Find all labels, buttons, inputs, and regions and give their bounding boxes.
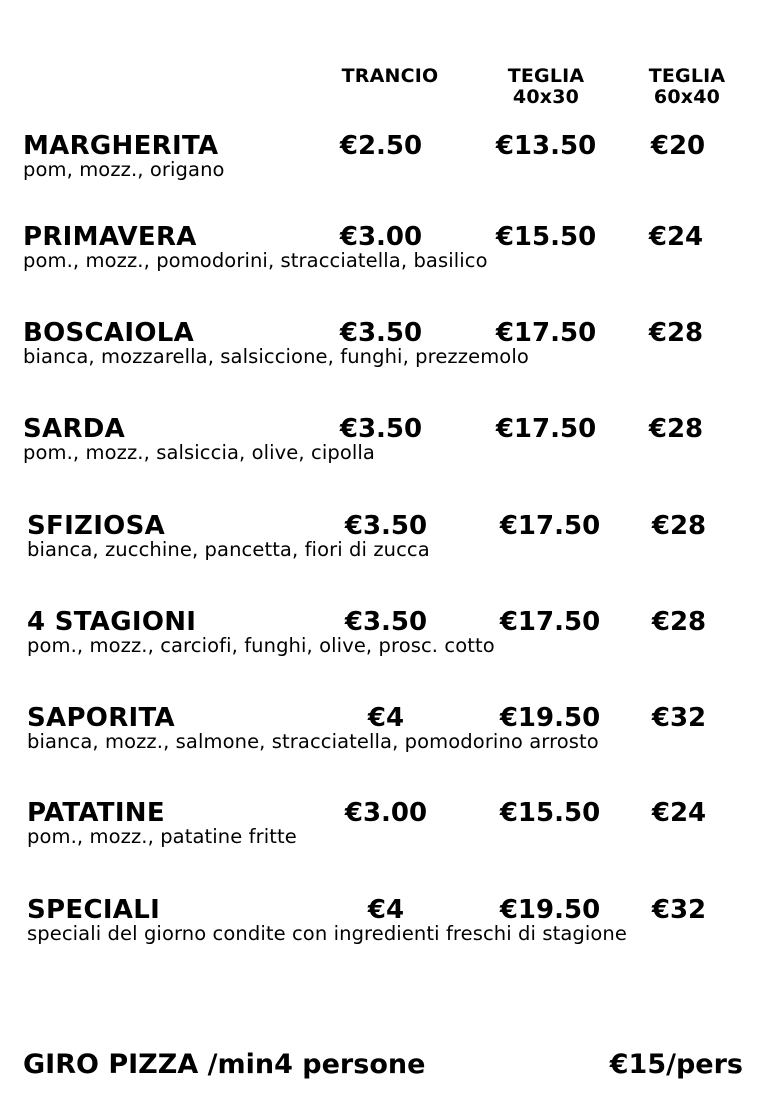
item-name: MARGHERITA [23,131,219,161]
giro-pizza-offer [0,1048,768,1084]
item-price-trancio: €4 [367,895,405,925]
item-price-teglia-40x30: €17.50 [495,414,597,444]
giro-pizza-label: GIRO PIZZA /min4 persone [23,1049,426,1080]
item-description: pom., mozz., carciofi, funghi, olive, prosc. cotto [27,634,495,657]
item-price-trancio: €3.50 [339,414,423,444]
item-price-teglia-60x40: €28 [648,414,704,444]
item-name: SAPORITA [27,703,175,733]
item-price-trancio: €3.00 [339,222,423,252]
column-header-trancio [330,66,450,87]
item-description: bianca, mozzarella, salsiccione, funghi, prezzemolo [23,345,529,368]
item-name: SPECIALI [27,895,161,925]
item-description: pom., mozz., pomodorini, stracciatella, basilico [23,249,488,272]
item-description: bianca, zucchine, pancetta, fiori di zucca [27,538,430,561]
item-price-trancio: €3.50 [344,607,428,637]
item-price-trancio: €3.00 [344,798,428,828]
column-header-teglia-40x30 [486,66,606,108]
item-description: pom, mozz., origano [23,158,225,181]
item-name: PRIMAVERA [23,222,197,252]
item-description: pom., mozz., salsiccia, olive, cipolla [23,441,375,464]
menu-item-saporita [0,703,768,773]
menu-item-speciali [0,895,768,965]
item-price-teglia-60x40: €32 [651,703,707,733]
item-price-teglia-60x40: €28 [651,607,707,637]
menu-item-4-stagioni [0,607,768,677]
item-price-teglia-40x30: €17.50 [499,607,601,637]
menu-item-sarda [0,414,768,484]
menu-item-sfiziosa [0,511,768,581]
item-description: speciali del giorno condite con ingredienti freschi di stagione [27,922,627,945]
item-price-trancio: €2.50 [339,131,423,161]
item-price-teglia-40x30: €19.50 [499,703,601,733]
column-header-trancio-label: TRANCIO [341,65,439,87]
item-description: pom., mozz., patatine fritte [27,825,297,848]
item-name: SFIZIOSA [27,511,166,541]
item-description: bianca, mozz., salmone, stracciatella, pomodorino arrosto [27,730,599,753]
giro-pizza-price: €15/pers [609,1049,743,1080]
menu-item-primavera [0,222,768,292]
item-price-teglia-60x40: €28 [651,511,707,541]
item-price-teglia-40x30: €13.50 [495,131,597,161]
item-price-teglia-60x40: €20 [650,131,706,161]
item-price-teglia-60x40: €28 [648,318,704,348]
column-header-teglia-60x40-line1: TEGLIA [648,65,726,87]
item-name: PATATINE [27,798,165,828]
column-header-teglia-40x30-line1: TEGLIA [507,65,585,87]
item-price-teglia-40x30: €15.50 [495,222,597,252]
item-price-teglia-40x30: €15.50 [499,798,601,828]
column-header-teglia-60x40-line2: 60x40 [653,86,721,108]
item-price-trancio: €3.50 [344,511,428,541]
item-price-teglia-40x30: €17.50 [495,318,597,348]
item-price-teglia-60x40: €24 [648,222,704,252]
column-header-teglia-40x30-line2: 40x30 [512,86,580,108]
item-price-teglia-60x40: €24 [651,798,707,828]
item-name: 4 STAGIONI [27,607,197,637]
item-price-teglia-60x40: €32 [651,895,707,925]
column-header-teglia-60x40 [627,66,747,108]
item-price-trancio: €3.50 [339,318,423,348]
item-price-teglia-40x30: €17.50 [499,511,601,541]
item-name: BOSCAIOLA [23,318,195,348]
item-name: SARDA [23,414,126,444]
menu-item-margherita [0,131,768,201]
menu-item-boscaiola [0,318,768,388]
menu-item-patatine [0,798,768,868]
item-price-teglia-40x30: €19.50 [499,895,601,925]
item-price-trancio: €4 [367,703,405,733]
